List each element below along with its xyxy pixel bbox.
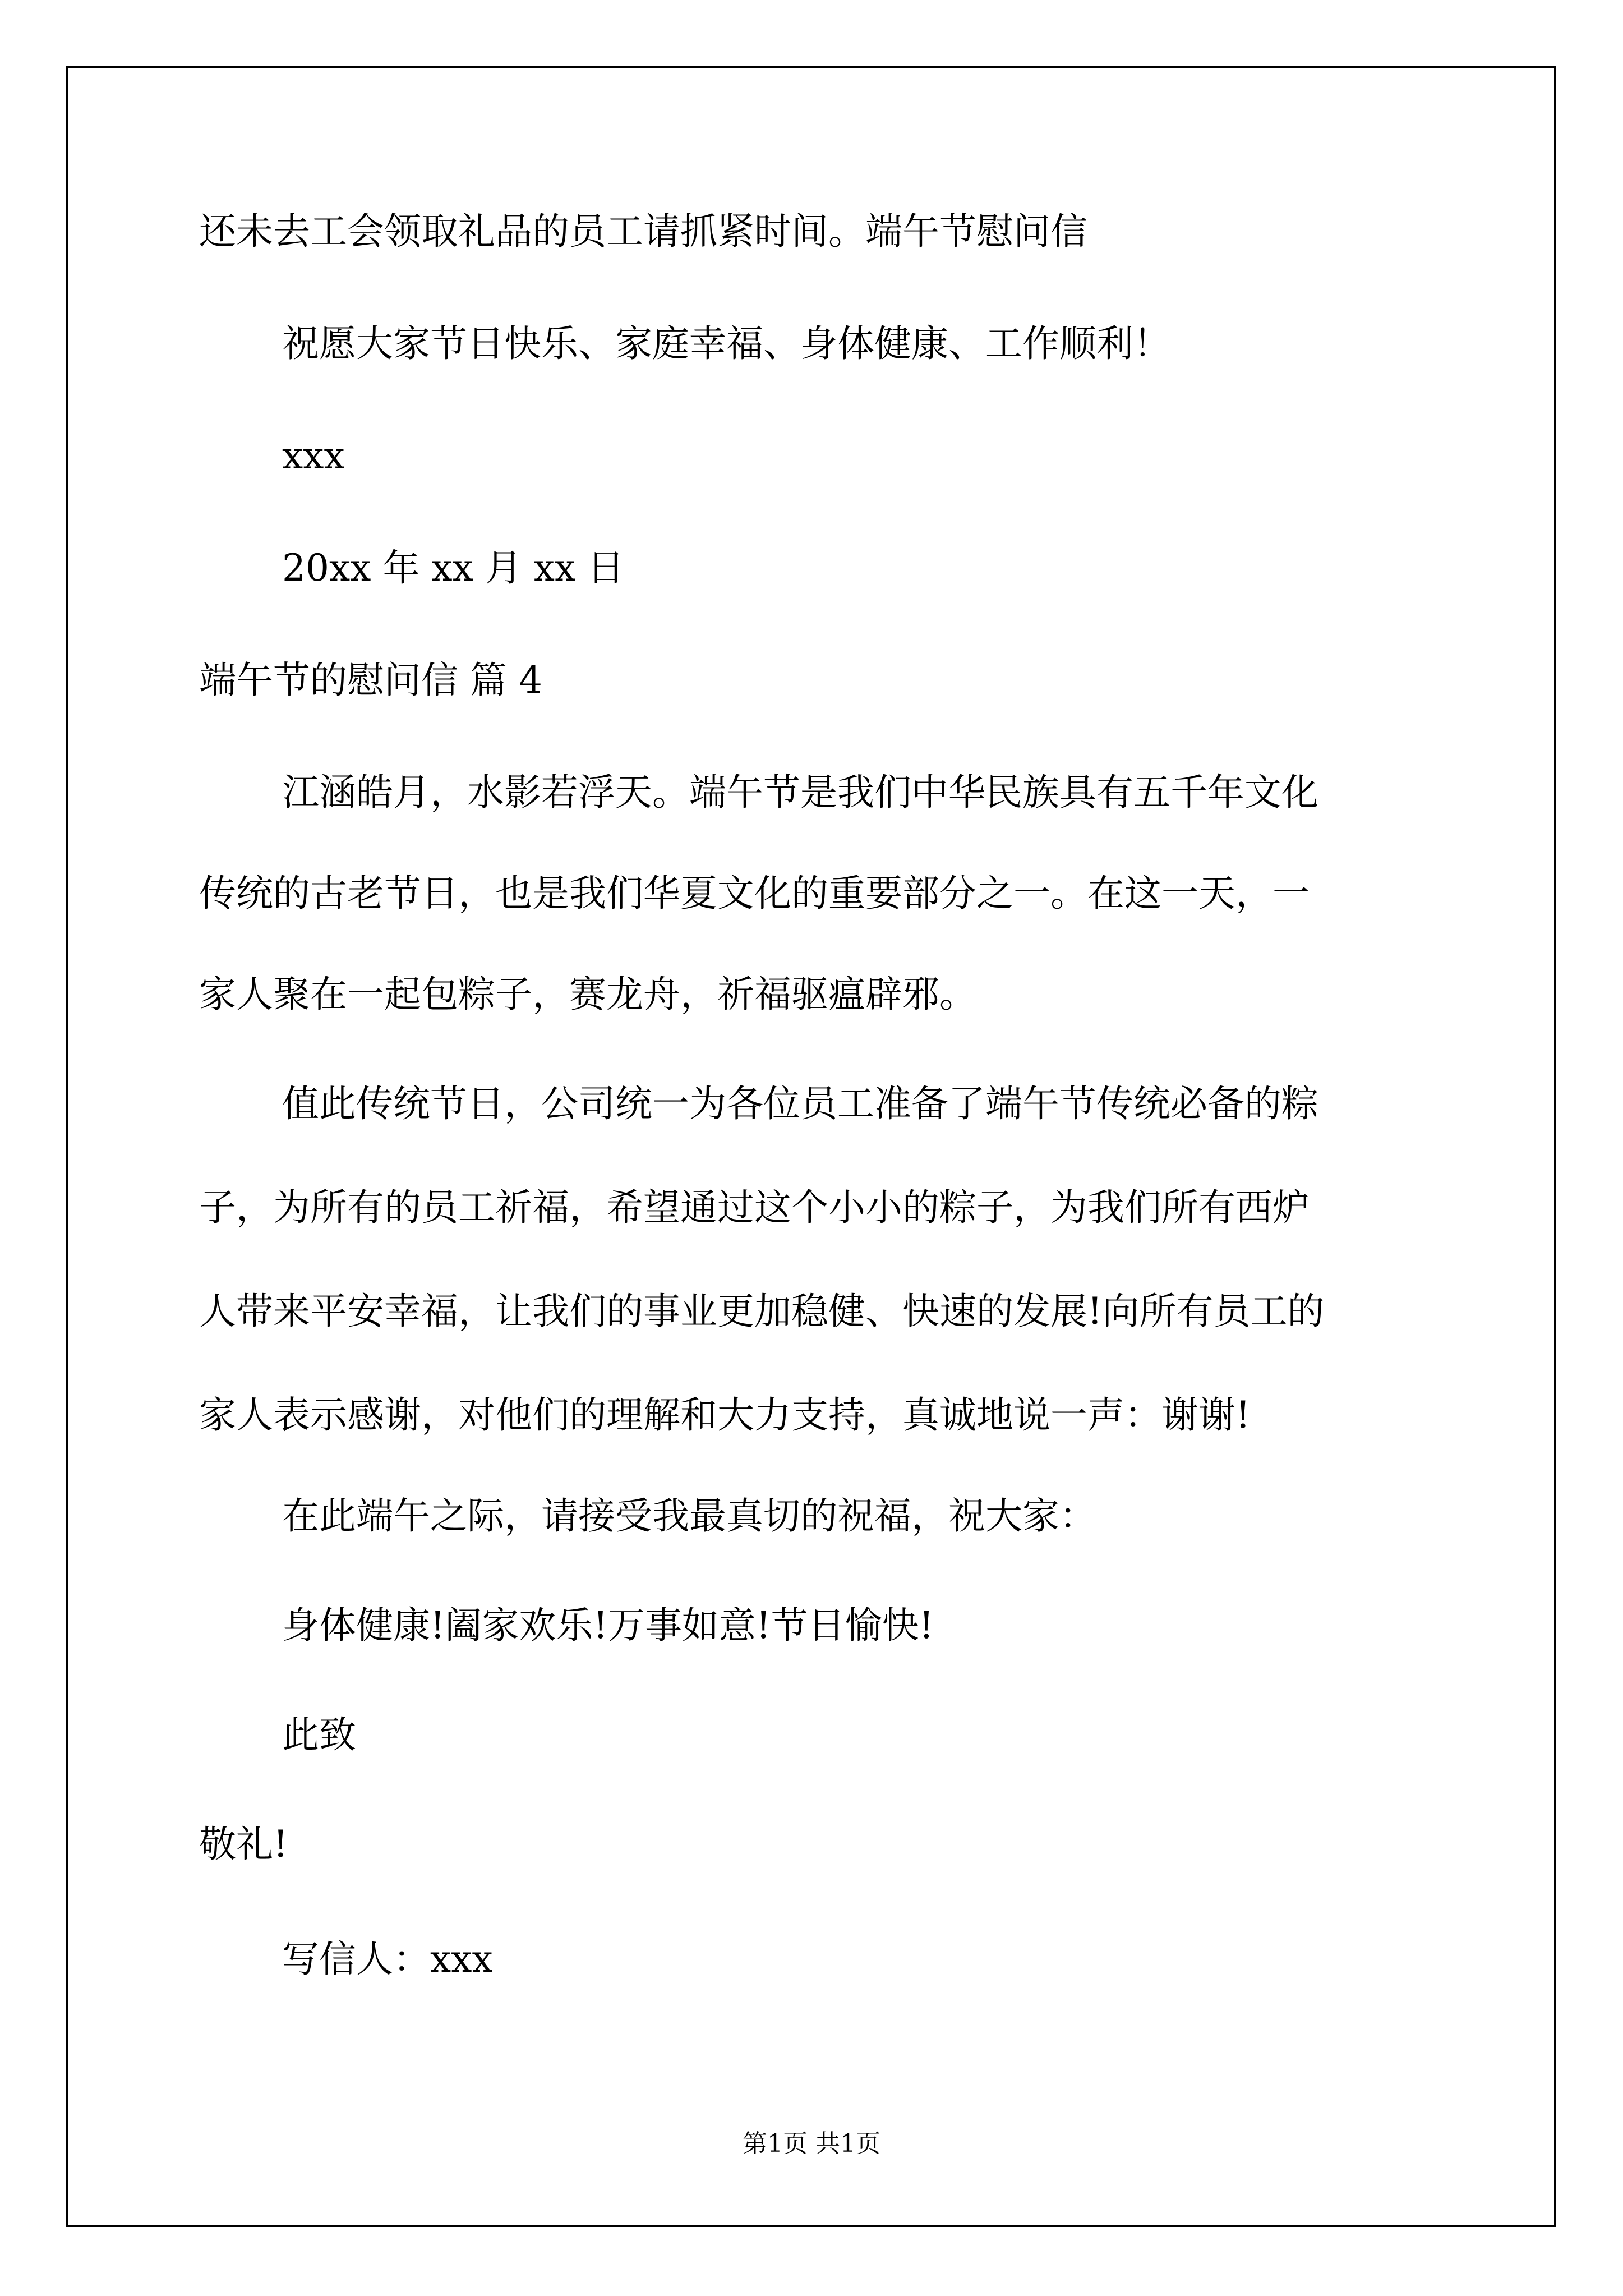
text-line-14: 身体健康!阖家欢乐!万事如意!节日愉快! xyxy=(282,1604,934,1647)
text-line-17: 写信人：xxx xyxy=(282,1938,493,1981)
text-line-12: 家人表示感谢，对他们的理解和大力支持，真诚地说一声：谢谢! xyxy=(199,1393,1251,1437)
text-line-13: 在此端午之际，请接受我最真切的祝福，祝大家： xyxy=(282,1494,1096,1538)
text-line-8: 家人聚在一起包粽子，赛龙舟，祈福驱瘟辟邪。 xyxy=(199,973,976,1016)
text-line-10: 子，为所有的员工祈福，希望通过这个小小的粽子，为我们所有西炉 xyxy=(199,1186,1310,1229)
text-line-11: 人带来平安幸福，让我们的事业更加稳健、快速的发展!向所有员工的 xyxy=(199,1290,1325,1333)
text-line-15: 此致 xyxy=(282,1713,356,1756)
text-line-3: xxx xyxy=(282,434,345,477)
text-line-16: 敬礼! xyxy=(199,1823,288,1866)
text-line-2: 祝愿大家节日快乐、家庭幸福、身体健康、工作顺利！ xyxy=(282,322,1170,365)
text-line-9: 值此传统节日，公司统一为各位员工准备了端午节传统必备的粽 xyxy=(282,1082,1318,1125)
text-line-6: 江涵皓月，水影若浮天。端午节是我们中华民族具有五千年文化 xyxy=(282,771,1318,814)
text-line-1: 还未去工会领取礼品的员工请抓紧时间。端午节慰问信 xyxy=(199,210,1087,253)
section-heading: 端午节的慰问信 篇 4 xyxy=(199,659,542,702)
text-line-7: 传统的古老节日，也是我们华夏文化的重要部分之一。在这一天，一 xyxy=(199,872,1310,915)
text-line-4: 20xx 年 xx 月 xx 日 xyxy=(282,546,625,590)
page-border xyxy=(66,66,1556,2227)
page-footer: 第1页 共1页 xyxy=(743,2129,880,2158)
